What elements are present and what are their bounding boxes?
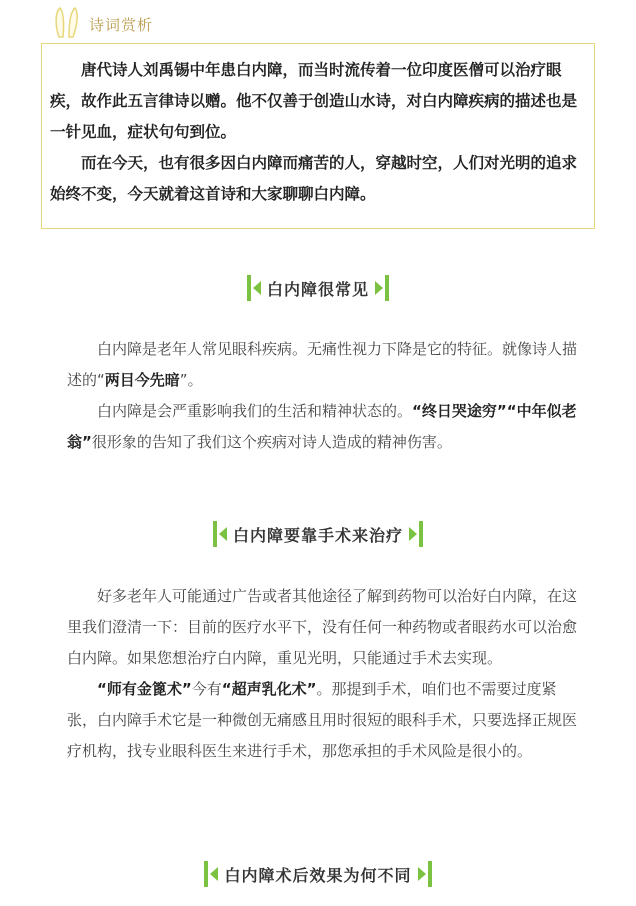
- bunny-ears-icon: [52, 6, 82, 38]
- heading-bar-left: [213, 521, 217, 547]
- section-body: [67, 581, 577, 767]
- body-paragraph: 白内障是老年人常见眼科疾病。无痛性视力下降是它的特征。就像诗人描述的“两目今先暗”。: [67, 340, 578, 389]
- chevron-right-icon: [375, 281, 383, 295]
- section-heading: [0, 516, 636, 552]
- intro-paragraph: 唐代诗人刘禹锡中年患白内障，而当时流传着一位印度医僧可以治疗眼疾，故作此五言律诗以赠。他不仅善于创造山水诗，对白内障疾病的描述也是一针见血，症状句句到位。: [50, 61, 578, 141]
- heading-bar-left: [204, 861, 208, 887]
- section-title: 白内障要靠手术来治疗: [232, 525, 403, 545]
- chevron-left-icon: [253, 281, 261, 295]
- heading-bar-left: [247, 275, 251, 301]
- chevron-left-icon: [210, 867, 218, 881]
- body-paragraph: 好多老年人可能通过广告或者其他途径了解到药物可以治好白内障，在这里我们澄清一下：目前的医疗水平下，没有任何一种药物或者眼药水可以治愈白内障。如果您想治疗白内障，重见光明，只能通过手术去实现。: [67, 587, 578, 667]
- intro-label: 诗词赏析: [89, 16, 154, 34]
- chevron-right-icon: [409, 527, 417, 541]
- section-heading: [0, 270, 636, 306]
- body-paragraph: 白内障是会严重影响我们的生活和精神状态的。“终日哭途穷”“中年似老翁”很形象的告知了我们这个疾病对诗人造成的精神伤害。: [67, 402, 577, 451]
- chevron-left-icon: [219, 527, 227, 541]
- heading-bar-right: [385, 275, 389, 301]
- intro-paragraph: 而在今天，也有很多因白内障而痛苦的人，穿越时空，人们对光明的追求始终不变，今天就着这首诗和大家聊聊白内障。: [50, 154, 578, 203]
- body-paragraph: “师有金篦术”今有“超声乳化术”。那提到手术，咱们也不需要过度紧张，白内障手术它是一种微创无痛感且用时很短的眼科手术，只要选择正规医疗机构，找专业眼科医生来进行手术，那您承担的手术风险是很小的。: [67, 680, 578, 760]
- heading-bar-right: [428, 861, 432, 887]
- section-heading: [0, 856, 636, 892]
- chevron-right-icon: [418, 867, 426, 881]
- intro-text: [50, 55, 590, 210]
- section-title: 白内障术后效果为何不同: [224, 865, 412, 885]
- section-body: [67, 334, 577, 458]
- section-title: 白内障很常见: [266, 279, 369, 299]
- heading-bar-right: [419, 521, 423, 547]
